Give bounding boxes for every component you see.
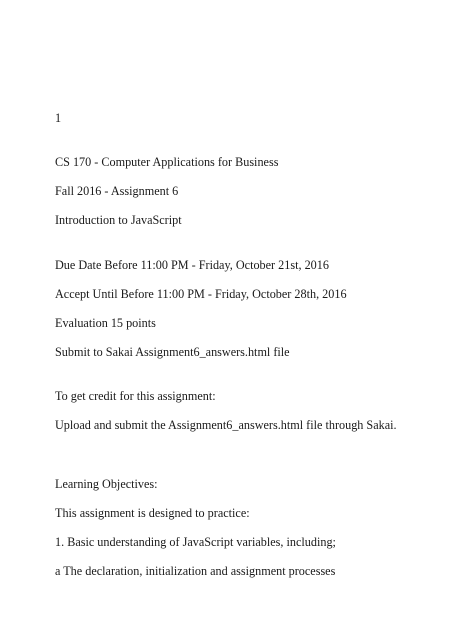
- credit-heading: To get credit for this assignment:: [55, 389, 216, 403]
- term-assignment: Fall 2016 - Assignment 6: [55, 184, 179, 198]
- objective-1: 1. Basic understanding of JavaScript variables, including;: [55, 535, 336, 549]
- course-title: CS 170 - Computer Applications for Business: [55, 155, 279, 169]
- page-number: 1: [55, 111, 62, 125]
- due-date: Due Date Before 11:00 PM - Friday, October 21st, 2016: [55, 258, 329, 272]
- objectives-intro: This assignment is designed to practice:: [55, 506, 250, 520]
- objective-1a: a The declaration, initialization and assignment processes: [55, 564, 336, 578]
- submit-to: Submit to Sakai Assignment6_answers.html file: [55, 345, 290, 359]
- accept-until: Accept Until Before 11:00 PM - Friday, October 28th, 2016: [55, 287, 347, 301]
- evaluation: Evaluation 15 points: [55, 316, 156, 330]
- upload-instruction: Upload and submit the Assignment6_answers.html file through Sakai.: [55, 418, 397, 432]
- objectives-heading: Learning Objectives:: [55, 477, 158, 491]
- topic-title: Introduction to JavaScript: [55, 213, 182, 227]
